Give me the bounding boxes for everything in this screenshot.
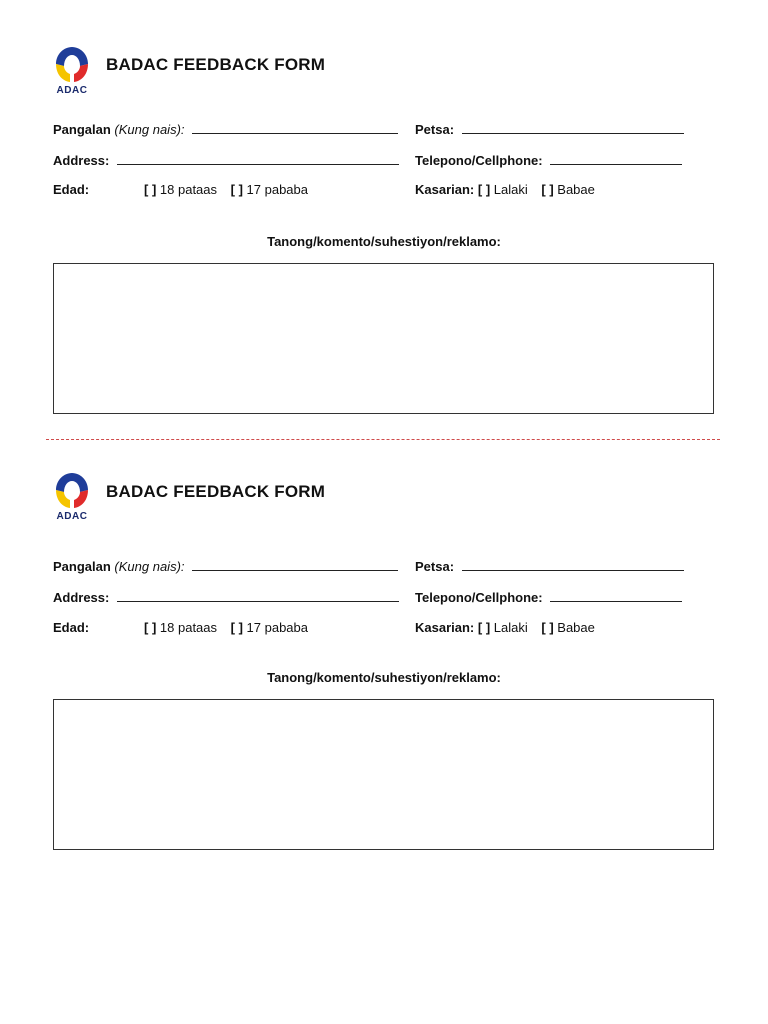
sex-option-male: Lalaki	[493, 182, 528, 197]
phone-input-line[interactable]	[550, 589, 682, 602]
name-colon: :	[180, 122, 185, 137]
age-checkbox-18-up[interactable]: [ ]	[144, 182, 157, 197]
sex-checkbox-female[interactable]: [ ]	[541, 182, 554, 197]
name-field-row	[53, 558, 398, 574]
name-hint: (Kung nais)	[114, 559, 181, 574]
age-options	[144, 182, 308, 197]
logo-text: ADAC	[56, 511, 88, 522]
phone-label: Telepono/Cellphone:	[415, 590, 543, 605]
comment-textarea[interactable]	[53, 699, 714, 850]
age-checkbox-17-down[interactable]: [ ]	[230, 620, 243, 635]
age-option-17-down: 17 pababa	[246, 182, 308, 197]
date-field-row	[415, 121, 684, 137]
address-field-row	[53, 589, 399, 605]
name-field-row	[53, 121, 398, 137]
sex-field-row	[415, 182, 595, 197]
sex-checkbox-male[interactable]: [ ]	[477, 182, 491, 197]
age-option-18-up: 18 pataas	[159, 620, 218, 635]
form-title: BADAC FEEDBACK FORM	[106, 482, 326, 501]
address-label: Address:	[53, 590, 110, 605]
address-input-line[interactable]	[117, 589, 399, 602]
date-input-line[interactable]	[462, 121, 684, 134]
phone-label: Telepono/Cellphone:	[415, 153, 543, 168]
name-input-line[interactable]	[192, 558, 398, 571]
sex-checkbox-male[interactable]: [ ]	[477, 620, 491, 635]
sex-option-female: Babae	[557, 182, 595, 197]
age-field-row	[53, 182, 89, 197]
cut-line-divider	[46, 439, 720, 440]
sex-label: Kasarian:	[415, 182, 475, 197]
phone-field-row	[415, 589, 682, 605]
sex-checkbox-female[interactable]: [ ]	[541, 620, 554, 635]
sex-option-female: Babae	[557, 620, 595, 635]
phone-field-row	[415, 152, 682, 168]
sex-option-male: Lalaki	[493, 620, 528, 635]
form-title: BADAC FEEDBACK FORM	[106, 55, 326, 74]
date-field-row	[415, 558, 684, 574]
adac-logo-icon	[50, 44, 94, 96]
address-input-line[interactable]	[117, 152, 399, 165]
address-label: Address:	[53, 153, 110, 168]
age-label: Edad:	[53, 182, 90, 197]
address-field-row	[53, 152, 399, 168]
date-input-line[interactable]	[462, 558, 684, 571]
age-checkbox-17-down[interactable]: [ ]	[230, 182, 243, 197]
sex-label: Kasarian:	[415, 620, 475, 635]
age-field-row	[53, 620, 89, 635]
age-option-18-up: 18 pataas	[159, 182, 218, 197]
phone-input-line[interactable]	[550, 152, 682, 165]
name-colon: :	[180, 559, 185, 574]
age-options	[144, 620, 308, 635]
age-option-17-down: 17 pababa	[246, 620, 308, 635]
name-label: Pangalan	[53, 122, 111, 137]
date-label: Petsa:	[415, 559, 455, 574]
name-input-line[interactable]	[192, 121, 398, 134]
adac-logo-icon	[50, 470, 94, 522]
question-label: Tanong/komento/suhestiyon/reklamo:	[267, 670, 501, 685]
name-label: Pangalan	[53, 559, 111, 574]
sex-field-row	[415, 620, 595, 635]
age-checkbox-18-up[interactable]: [ ]	[144, 620, 157, 635]
logo-text: ADAC	[56, 85, 88, 96]
comment-textarea[interactable]	[53, 263, 714, 414]
name-hint: (Kung nais)	[114, 122, 181, 137]
age-label: Edad:	[53, 620, 90, 635]
question-label: Tanong/komento/suhestiyon/reklamo:	[267, 234, 501, 249]
date-label: Petsa:	[415, 122, 455, 137]
